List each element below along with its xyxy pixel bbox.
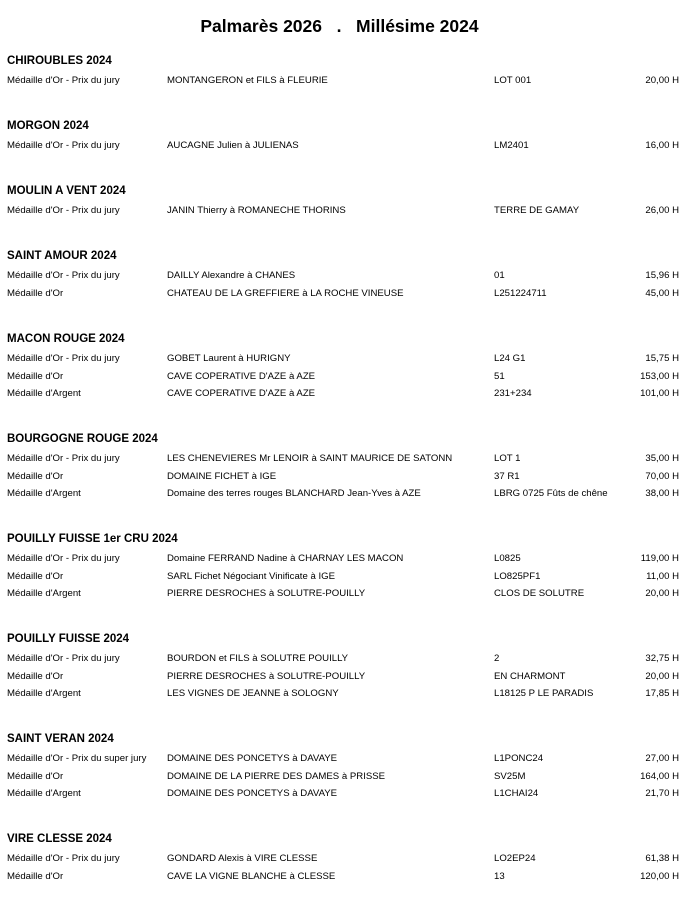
producer-cell: BOURDON et FILS à SOLUTRE POUILLY — [167, 653, 349, 664]
price-cell: 35,00 H — [645, 453, 679, 464]
producer-cell: CAVE COPERATIVE D'AZE à AZE — [167, 370, 316, 382]
producer-cell: DOMAINE DES PONCETYS à DAVAYE — [167, 788, 338, 800]
result-row — [0, 788, 679, 806]
section-title: SAINT AMOUR 2024 — [7, 250, 117, 262]
price-cell: 120,00 H — [640, 870, 679, 882]
producer-cell: MONTANGERON et FILS à FLEURIE — [167, 75, 328, 86]
lot-cell: 231+234 — [494, 388, 532, 400]
medal-cell: Médaille d'Or — [7, 570, 64, 582]
result-row — [0, 571, 679, 589]
price-cell: 70,00 H — [645, 470, 679, 482]
section-title: POUILLY FUISSE 2024 — [7, 633, 130, 645]
medal-cell: Médaille d'Or - Prix du jury — [7, 75, 120, 86]
medal-cell: Médaille d'Argent — [7, 488, 81, 500]
page-title: Palmarès 2026 . Millésime 2024 — [200, 16, 479, 36]
price-cell: 21,70 H — [645, 788, 679, 800]
producer-cell: DOMAINE DES PONCETYS à DAVAYE — [167, 753, 338, 764]
producer-cell: AUCAGNE Julien à JULIENAS — [167, 140, 299, 151]
producer-cell: Domaine FERRAND Nadine à CHARNAY LES MACON — [167, 553, 404, 564]
result-row — [0, 553, 679, 571]
result-row — [0, 771, 679, 789]
lot-cell: 01 — [494, 270, 505, 281]
price-cell: 26,00 H — [645, 205, 679, 216]
lot-cell: L1CHAI24 — [494, 788, 539, 800]
section-title: MOULIN A VENT 2024 — [7, 185, 126, 197]
section-title: VIRE CLESSE 2024 — [7, 833, 112, 845]
lot-cell: 51 — [494, 370, 505, 382]
producer-cell: DOMAINE DE LA PIERRE DES DAMES à PRISSE — [167, 770, 386, 782]
medal-cell: Médaille d'Or - Prix du jury — [7, 205, 120, 216]
result-row — [0, 75, 679, 93]
result-row — [0, 688, 679, 706]
lot-cell: LO2EP24 — [494, 853, 536, 864]
price-cell: 38,00 H — [645, 488, 679, 500]
lot-cell: EN CHARMONT — [494, 670, 566, 682]
medal-cell: Médaille d'Or — [7, 370, 64, 382]
producer-cell: LES VIGNES DE JEANNE à SOLOGNY — [167, 688, 339, 700]
lot-cell: 2 — [494, 653, 500, 664]
lot-cell: L24 G1 — [494, 353, 526, 364]
medal-cell: Médaille d'Or - Prix du jury — [7, 353, 120, 364]
lot-cell: LBRG 0725 Fûts de chêne — [494, 488, 608, 500]
price-cell: 20,00 H — [645, 75, 679, 86]
lot-cell: 37 R1 — [494, 470, 520, 482]
producer-cell: GONDARD Alexis à VIRE CLESSE — [167, 853, 318, 864]
lot-cell: L1PONC24 — [494, 753, 544, 764]
result-row — [0, 588, 679, 606]
producer-cell: SARL Fichet Négociant Vinificate à IGE — [167, 570, 335, 582]
medal-cell: Médaille d'Or - Prix du super jury — [7, 753, 147, 764]
medal-cell: Médaille d'Or — [7, 470, 64, 482]
price-cell: 20,00 H — [645, 670, 679, 682]
result-row — [0, 753, 679, 771]
section-title: SAINT VERAN 2024 — [7, 733, 114, 745]
lot-cell: L251224711 — [494, 287, 547, 299]
price-cell: 15,96 H — [645, 270, 679, 281]
lot-cell: L18125 P LE PARADIS — [494, 688, 594, 700]
lot-cell: LO825PF1 — [494, 570, 541, 582]
producer-cell: PIERRE DESROCHES à SOLUTRE-POUILLY — [167, 670, 366, 682]
price-cell: 20,00 H — [645, 588, 679, 600]
result-row — [0, 205, 679, 223]
price-cell: 11,00 H — [646, 570, 679, 582]
price-cell: 61,38 H — [645, 853, 679, 864]
result-row — [0, 353, 679, 371]
medal-cell: Médaille d'Or - Prix du jury — [7, 553, 120, 564]
lot-cell: SV25M — [494, 770, 526, 782]
price-cell: 17,85 H — [645, 688, 679, 700]
medal-cell: Médaille d'Or - Prix du jury — [7, 140, 120, 151]
producer-cell: CAVE LA VIGNE BLANCHE à CLESSE — [167, 870, 336, 882]
price-cell: 16,00 H — [645, 140, 679, 151]
section-title: CHIROUBLES 2024 — [7, 55, 112, 67]
medal-cell: Médaille d'Argent — [7, 788, 81, 800]
medal-cell: Médaille d'Or — [7, 870, 64, 882]
producer-cell: JANIN Thierry à ROMANECHE THORINS — [167, 205, 346, 216]
result-row — [0, 288, 679, 306]
result-row — [0, 371, 679, 389]
medal-cell: Médaille d'Argent — [7, 588, 81, 600]
producer-cell: LES CHENEVIERES Mr LENOIR à SAINT MAURICE DE SATONN — [167, 453, 453, 464]
price-cell: 153,00 H — [640, 370, 679, 382]
result-row — [0, 671, 679, 689]
medal-cell: Médaille d'Argent — [7, 388, 81, 400]
medal-cell: Médaille d'Or - Prix du jury — [7, 453, 120, 464]
section-title: MACON ROUGE 2024 — [7, 333, 125, 345]
result-row — [0, 471, 679, 489]
result-row — [0, 388, 679, 406]
lot-cell: 13 — [494, 870, 505, 882]
producer-cell: GOBET Laurent à HURIGNY — [167, 353, 291, 364]
medal-cell: Médaille d'Argent — [7, 688, 81, 700]
lot-cell: LOT 001 — [494, 75, 532, 86]
result-row — [0, 270, 679, 288]
price-cell: 45,00 H — [645, 287, 679, 299]
lot-cell: LOT 1 — [494, 453, 521, 464]
result-row — [0, 853, 679, 871]
result-row — [0, 653, 679, 671]
price-cell: 27,00 H — [645, 753, 679, 764]
section-title: POUILLY FUISSE 1er CRU 2024 — [7, 533, 178, 545]
lot-cell: L0825 — [494, 553, 521, 564]
lot-cell: LM2401 — [494, 140, 529, 151]
medal-cell: Médaille d'Or - Prix du jury — [7, 853, 120, 864]
medal-cell: Médaille d'Or - Prix du jury — [7, 270, 120, 281]
medal-cell: Médaille d'Or — [7, 670, 64, 682]
producer-cell: CHATEAU DE LA GREFFIERE à LA ROCHE VINEUSE — [167, 287, 404, 299]
lot-cell: TERRE DE GAMAY — [494, 205, 580, 216]
price-cell: 15,75 H — [645, 353, 679, 364]
price-cell: 164,00 H — [640, 770, 679, 782]
price-cell: 119,00 H — [640, 553, 679, 564]
section-title: BOURGOGNE ROUGE 2024 — [7, 433, 158, 445]
producer-cell: DAILLY Alexandre à CHANES — [167, 270, 296, 281]
producer-cell: PIERRE DESROCHES à SOLUTRE-POUILLY — [167, 588, 366, 600]
result-row — [0, 140, 679, 158]
lot-cell: CLOS DE SOLUTRE — [494, 588, 585, 600]
section-title: MORGON 2024 — [7, 120, 89, 132]
medal-cell: Médaille d'Or — [7, 770, 64, 782]
medal-cell: Médaille d'Or - Prix du jury — [7, 653, 120, 664]
medal-cell: Médaille d'Or — [7, 287, 64, 299]
producer-cell: DOMAINE FICHET à IGE — [167, 470, 277, 482]
price-cell: 101,00 H — [640, 388, 679, 400]
producer-cell: CAVE COPERATIVE D'AZE à AZE — [167, 388, 316, 400]
result-row — [0, 453, 679, 471]
price-cell: 32,75 H — [645, 653, 679, 664]
result-row — [0, 488, 679, 506]
producer-cell: Domaine des terres rouges BLANCHARD Jean-Yves à AZE — [167, 488, 421, 500]
result-row — [0, 871, 679, 889]
